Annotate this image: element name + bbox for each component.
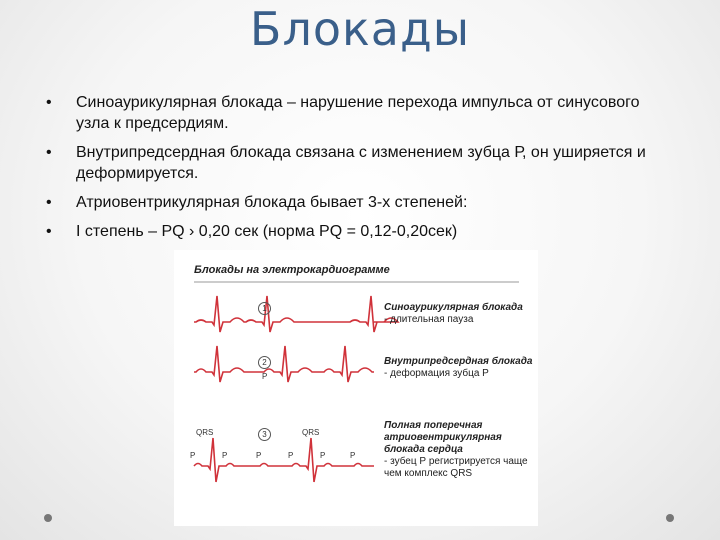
row-number-2: 2 [258, 356, 271, 369]
bullet-text: Атриовентрикулярная блокада бывает 3-х степеней: [76, 194, 468, 211]
qrs-label: QRS [302, 428, 320, 437]
slide-title: Блокады [249, 2, 471, 56]
bullet-item [46, 192, 646, 213]
row-number-1: 1 [258, 302, 271, 315]
row-label-3 [384, 420, 534, 480]
p-wave-label: P [222, 451, 228, 460]
p-wave-label: P [256, 451, 262, 460]
nav-dot-icon [666, 514, 674, 522]
p-wave-label: P [320, 451, 326, 460]
ecg-traces-svg [174, 250, 538, 526]
row-note: - зубец Р регистрируется чаще чем комплекс QRS [384, 456, 528, 479]
bullet-dot-icon: • [46, 194, 52, 211]
row-note: - длительная пауза [384, 314, 474, 325]
bullet-list [46, 92, 646, 250]
bullet-text: Синоаурикулярная блокада – нарушение перехода импульса от синусового узла к предсердиям. [76, 94, 640, 132]
row-heading: Синоаурикулярная блокада [384, 302, 523, 313]
ecg-trace-1 [194, 296, 398, 332]
bullet-item [46, 142, 646, 184]
bullet-text: I степень – PQ › 0,20 сек (норма PQ = 0,12-0,20сек) [76, 223, 458, 240]
row-note: - деформация зубца Р [384, 368, 489, 379]
bullet-item [46, 221, 646, 242]
bullet-item [46, 92, 646, 134]
ecg-trace-3 [194, 438, 374, 482]
row-heading: Полная поперечная атриовентрикулярная блокада сердца [384, 420, 502, 455]
nav-dot-icon [44, 514, 52, 522]
row-number-3: 3 [258, 428, 271, 441]
row-label-2 [384, 356, 534, 380]
figure-title: Блокады на электрокардиограмме [194, 264, 390, 276]
ecg-figure [174, 250, 538, 526]
row-heading: Внутрипредсердная блокада [384, 356, 533, 367]
p-wave-label: P [288, 451, 294, 460]
p-wave-label: P [190, 451, 196, 460]
bullet-dot-icon: • [46, 223, 52, 240]
bullet-text: Внутрипредсердная блокада связана с изменением зубца Р, он уширяется и деформируется. [76, 144, 646, 182]
ecg-trace-2 [194, 346, 374, 382]
row-label-1 [384, 302, 534, 326]
p-wave-label: P [262, 372, 268, 381]
bullet-dot-icon: • [46, 144, 52, 161]
bullet-dot-icon: • [46, 94, 52, 111]
p-wave-label: P [350, 451, 356, 460]
qrs-label: QRS [196, 428, 214, 437]
